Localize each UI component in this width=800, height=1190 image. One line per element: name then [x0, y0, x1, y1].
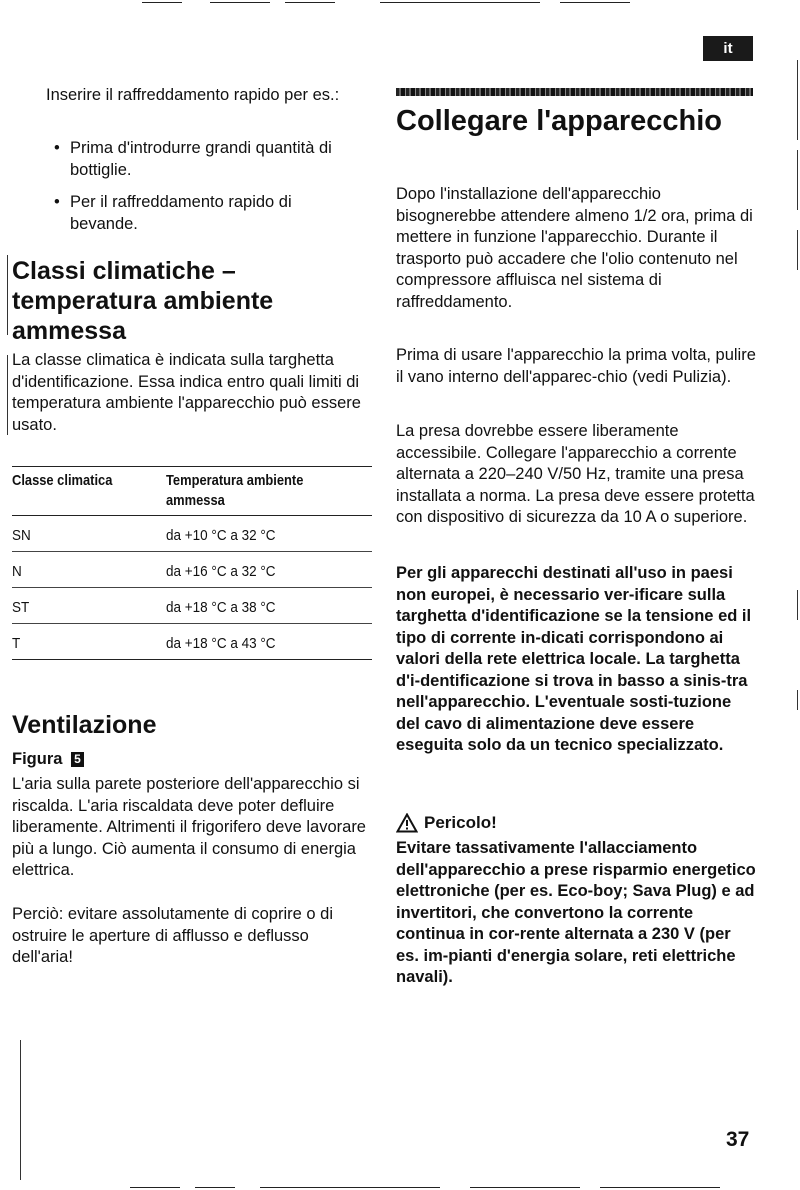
cell-text: da +16 °C a 32 °C — [166, 563, 276, 580]
danger-label: Pericolo! — [424, 813, 497, 832]
table-row — [12, 516, 372, 552]
table-cell-class — [12, 624, 166, 660]
danger-notice — [396, 812, 497, 834]
cell-text: N — [12, 563, 22, 580]
figure-label: Figura — [12, 750, 63, 768]
ventilation-warning-text: Perciò: evitare assolutamente di coprire o di ostruire le aperture di afflusso e deflusso dell'aria! — [12, 905, 333, 966]
list-item — [54, 138, 364, 181]
scan-edge-line — [285, 2, 335, 3]
scan-margin-line — [797, 150, 798, 210]
paragraph: Prima di usare l'apparecchio la prima volta, pulire il vano interno dell'apparec-chio (vedi Pulizia). — [396, 346, 756, 386]
figure-reference — [12, 748, 84, 770]
cell-text: da +18 °C a 43 °C — [166, 635, 276, 652]
paragraph-bold: Per gli apparecchi destinati all'uso in paesi non europei, è necessario ver-ificare sulla targhetta d'identificazione se la tensione ed il tipo di corrente in-dicati corrispondono ai valori della rete elettrica locale. La targhetta d'i-dentificazione si trova in basso a sinis-tra nell'apparecchio. L'eventuale sosti-tuzione del cavo di alimentazione deve essere eseguita solo da un tecnico specializzato. — [396, 564, 752, 754]
cell-text: da +18 °C a 38 °C — [166, 599, 276, 616]
scan-edge-line — [380, 2, 540, 3]
cell-text: ST — [12, 599, 30, 616]
scan-edge-line — [130, 1187, 180, 1188]
paragraph: La presa dovrebbe essere liberamente accessibile. Collegare l'apparecchio a corrente alternata a 220–240 V/50 Hz, tramite una presa installata a norma. La presa deve essere protetta con dispositivo di sicurezza da 10 A o superiore. — [396, 422, 755, 526]
bullet-icon: • — [54, 193, 60, 211]
table-cell-range — [166, 624, 372, 660]
table-cell-range — [166, 552, 372, 588]
scan-margin-line — [797, 590, 798, 620]
cell-text: SN — [12, 527, 31, 544]
danger-text: Evitare tassativamente l'allacciamento dell'apparecchio a prese risparmio energetico elettroniche (per es. Eco-boy; Sava Plug) e ad invertitori, che convertono la corrente continua in cor-rente alternata a 230 V (per es. im-pianti d'energia solare, reti elettriche navali). — [396, 839, 756, 986]
table-row — [12, 624, 372, 660]
scan-edge-line — [142, 2, 182, 3]
table-cell-range — [166, 588, 372, 624]
table-row — [12, 552, 372, 588]
list-item-text: Per il raffreddamento rapido di bevande. — [70, 193, 292, 233]
intro-text: Inserire il raffreddamento rapido per es.: — [46, 86, 340, 104]
bullet-icon: • — [54, 139, 60, 157]
table-header-class: Classe climatica — [12, 472, 113, 489]
ventilation-heading: Ventilazione — [12, 711, 157, 739]
list-item — [54, 192, 364, 235]
table-cell-class — [12, 516, 166, 552]
cell-text: T — [12, 635, 21, 652]
scan-edge-line — [560, 2, 630, 3]
figure-number-box: 5 — [71, 752, 84, 767]
table-cell-range — [166, 516, 372, 552]
connect-heading: Collegare l'apparecchio — [396, 105, 723, 137]
scan-edge-line — [470, 1187, 580, 1188]
language-tab: it — [703, 36, 753, 61]
table-row — [12, 588, 372, 624]
scan-edge-line — [600, 1187, 720, 1188]
paragraph: Dopo l'installazione dell'apparecchio bisognerebbe attendere almeno 1/2 ora, prima di mettere in funzione l'apparecchio. Durante il trasporto può accadere che l'olio contenuto nel compressore affluisca nel sistema di raffreddamento. — [396, 185, 753, 311]
page-number: 37 — [726, 1128, 750, 1151]
scan-edge-line — [195, 1187, 235, 1188]
climate-table — [12, 466, 372, 660]
warning-triangle-icon — [396, 813, 418, 833]
cell-text: da +10 °C a 32 °C — [166, 527, 276, 544]
scan-margin-line — [7, 355, 8, 435]
table-header-row — [12, 467, 372, 516]
scan-edge-line — [260, 1187, 440, 1188]
ventilation-text: L'aria sulla parete posteriore dell'apparecchio si riscalda. L'aria riscaldata deve poter defluire liberamente. Altrimenti il frigorifero deve lavorare più a lungo. Ciò aumenta il consumo di energia elettrica. — [12, 775, 366, 879]
scan-margin-line — [797, 60, 798, 140]
list-item-text: Prima d'introdurre grandi quantità di bottiglie. — [70, 139, 332, 179]
table-cell-class — [12, 552, 166, 588]
scan-margin-line — [797, 230, 798, 270]
table-cell-class — [12, 588, 166, 624]
table-header-temperature: Temperatura ambiente ammessa — [166, 472, 304, 509]
scan-margin-line — [797, 690, 798, 710]
scan-margin-line — [7, 255, 8, 335]
climate-heading: Classi climatiche – temperatura ambiente ammessa — [12, 257, 274, 345]
scan-margin-line — [20, 1040, 21, 1180]
bullet-list — [54, 138, 364, 246]
section-rule — [396, 88, 753, 96]
scan-edge-line — [210, 2, 270, 3]
climate-text: La classe climatica è indicata sulla targhetta d'identificazione. Essa indica entro quali limiti di temperatura ambiente l'apparecchio può essere usato. — [12, 351, 361, 434]
